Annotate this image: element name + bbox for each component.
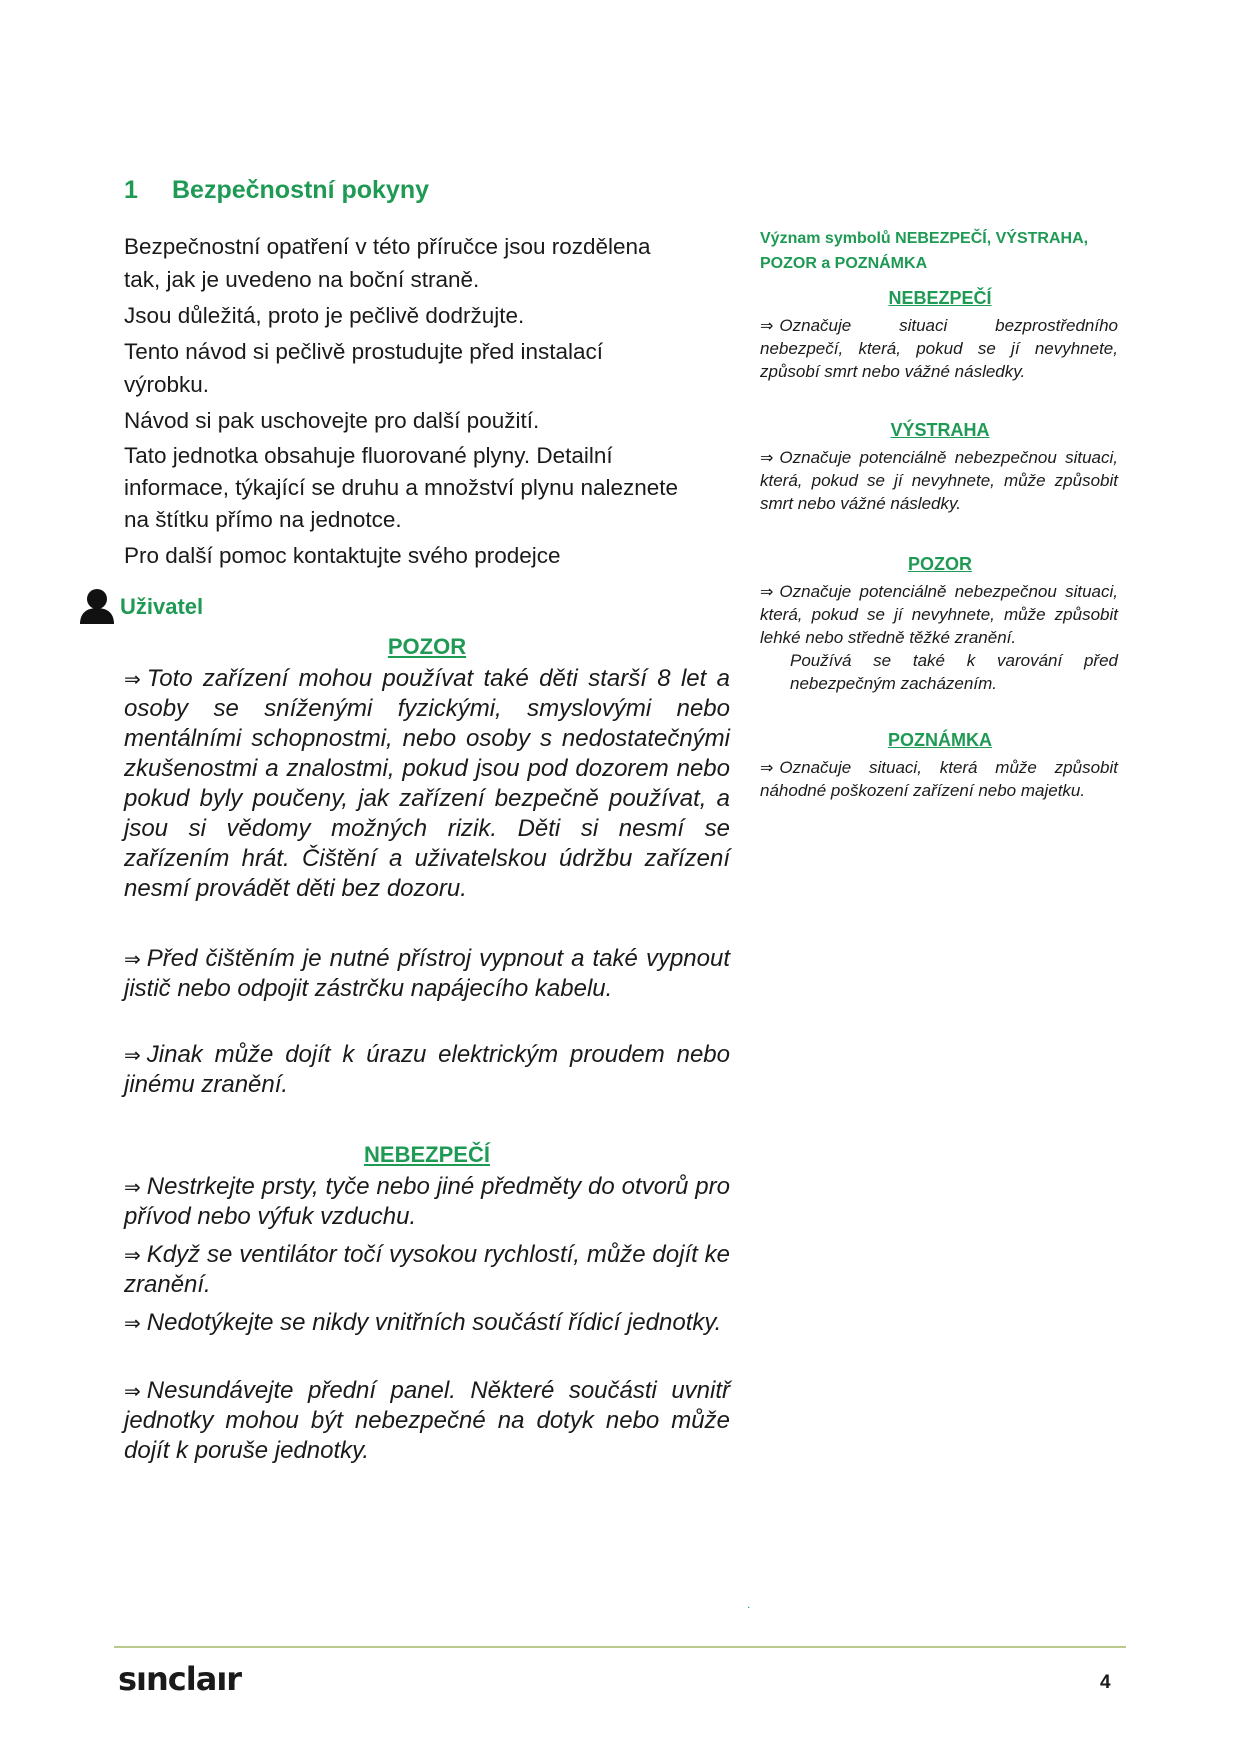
arrow-icon: ⇒ xyxy=(760,316,774,335)
sidebar-label-vystraha: VÝSTRAHA xyxy=(890,420,990,440)
page-title: Bezpečnostní pokyny xyxy=(172,176,429,204)
intro-paragraph: Pro další pomoc kontaktujte svého prodejce xyxy=(124,543,561,568)
list-item: ⇒ Nedotýkejte se nikdy vnitřních součástí řídicí jednotky. xyxy=(124,1309,722,1336)
list-item: ⇒ Jinak může dojít k úrazu elektrickým proudem nebo jinému zranění. xyxy=(124,1041,730,1098)
page-number: 4 xyxy=(1100,1672,1111,1693)
sidebar-item: ⇒ Označuje situaci, která může způsobit náhodné poškození zařízení nebo majetku. xyxy=(760,758,1118,800)
arrow-icon: ⇒ xyxy=(760,448,774,467)
arrow-icon: ⇒ xyxy=(124,947,141,971)
user-icon xyxy=(78,588,116,624)
arrow-icon: ⇒ xyxy=(760,582,774,601)
arrow-icon: ⇒ xyxy=(124,1379,141,1403)
list-item: ⇒ Toto zařízení mohou používat také děti starší 8 let a osoby se sníženými fyzickými, smyslovými nebo mentálními schopnostmi, nebo osoby s nedostatečnými zkušenostmi a znalostmi, pokud jsou pod dozorem nebo pokud byly poučeny, jak zařízení bezpečně používat, a jsou si vědomy možných rizik. Děti si nesmí se zařízením hrát. Čištění a uživatelskou údržbu zařízení nesmí provádět děti bez dozoru. xyxy=(124,665,730,902)
intro-paragraph: Jsou důležitá, proto je pečlivě dodržujte. xyxy=(124,303,525,328)
user-section-header xyxy=(78,584,203,624)
nebezpeci-label: NEBEZPEČÍ xyxy=(364,1142,490,1167)
list-item: ⇒ Nesundávejte přední panel. Některé součásti uvnitř jednotky mohou být nebezpečné na dotyk nebo může dojít k poruše jednotky. xyxy=(124,1377,730,1464)
decorative-dot: . xyxy=(747,1597,751,1611)
list-item: ⇒ Když se ventilátor točí vysokou rychlostí, může dojít ke zranění. xyxy=(124,1241,730,1298)
sidebar-label-pozor: POZOR xyxy=(907,554,972,574)
pozor-label: POZOR xyxy=(387,634,467,659)
footer-divider xyxy=(114,1646,1126,1648)
list-item: ⇒ Nestrkejte prsty, tyče nebo jiné předměty do otvorů pro přívod nebo výfuk vzduchu. xyxy=(124,1173,730,1230)
arrow-icon: ⇒ xyxy=(124,1243,141,1267)
sidebar-item: ⇒ Označuje situaci bezprostředního nebezpečí, která, pokud se jí nevyhnete, způsobí smrt nebo vážné následky. xyxy=(760,316,1118,381)
arrow-icon: ⇒ xyxy=(760,758,774,777)
section-number: 1 xyxy=(124,176,138,204)
sidebar-title: Význam symbolů NEBEZPEČÍ, VÝSTRAHA, POZOR a POZNÁMKA xyxy=(760,230,1089,272)
intro-paragraph: Tento návod si pečlivě prostudujte před instalací výrobku. xyxy=(124,339,604,397)
user-label: Uživatel xyxy=(120,594,204,619)
sidebar-item-extra: Používá se také k varování před nebezpečným zacházením. xyxy=(790,651,1118,693)
brand-logo: sınclaır xyxy=(118,1660,242,1698)
sidebar-item: ⇒ Označuje potenciálně nebezpečnou situaci, která, pokud se jí nevyhnete, může způsobit lehké nebo středně těžké zranění. Používá se také k varování před nebezpečným zacházením. xyxy=(760,582,1118,693)
intro-paragraph: Bezpečnostní opatření v této příručce jsou rozdělena tak, jak je uvedeno na boční straně. xyxy=(124,234,651,292)
list-item: ⇒ Před čištěním je nutné přístroj vypnout a také vypnout jistič nebo odpojit zástrčku napájecího kabelu. xyxy=(124,945,730,1002)
arrow-icon: ⇒ xyxy=(124,1311,141,1335)
arrow-icon: ⇒ xyxy=(124,1175,141,1199)
arrow-icon: ⇒ xyxy=(124,667,141,691)
intro-paragraph: Tato jednotka obsahuje fluorované plyny. Detailní informace, týkající se druhu a množství plynu naleznete na štítku přímo na jednotce. xyxy=(124,443,679,532)
intro-text xyxy=(124,230,684,575)
sidebar-label-poznamka: POZNÁMKA xyxy=(888,730,992,750)
sidebar-item: ⇒ Označuje potenciálně nebezpečnou situaci, která, pokud se jí nevyhnete, může způsobit smrt nebo vážné následky. xyxy=(760,448,1118,513)
intro-paragraph: Návod si pak uschovejte pro další použití. xyxy=(124,408,540,433)
arrow-icon: ⇒ xyxy=(124,1043,141,1067)
sidebar-label-nebezpeci: NEBEZPEČÍ xyxy=(888,288,992,308)
